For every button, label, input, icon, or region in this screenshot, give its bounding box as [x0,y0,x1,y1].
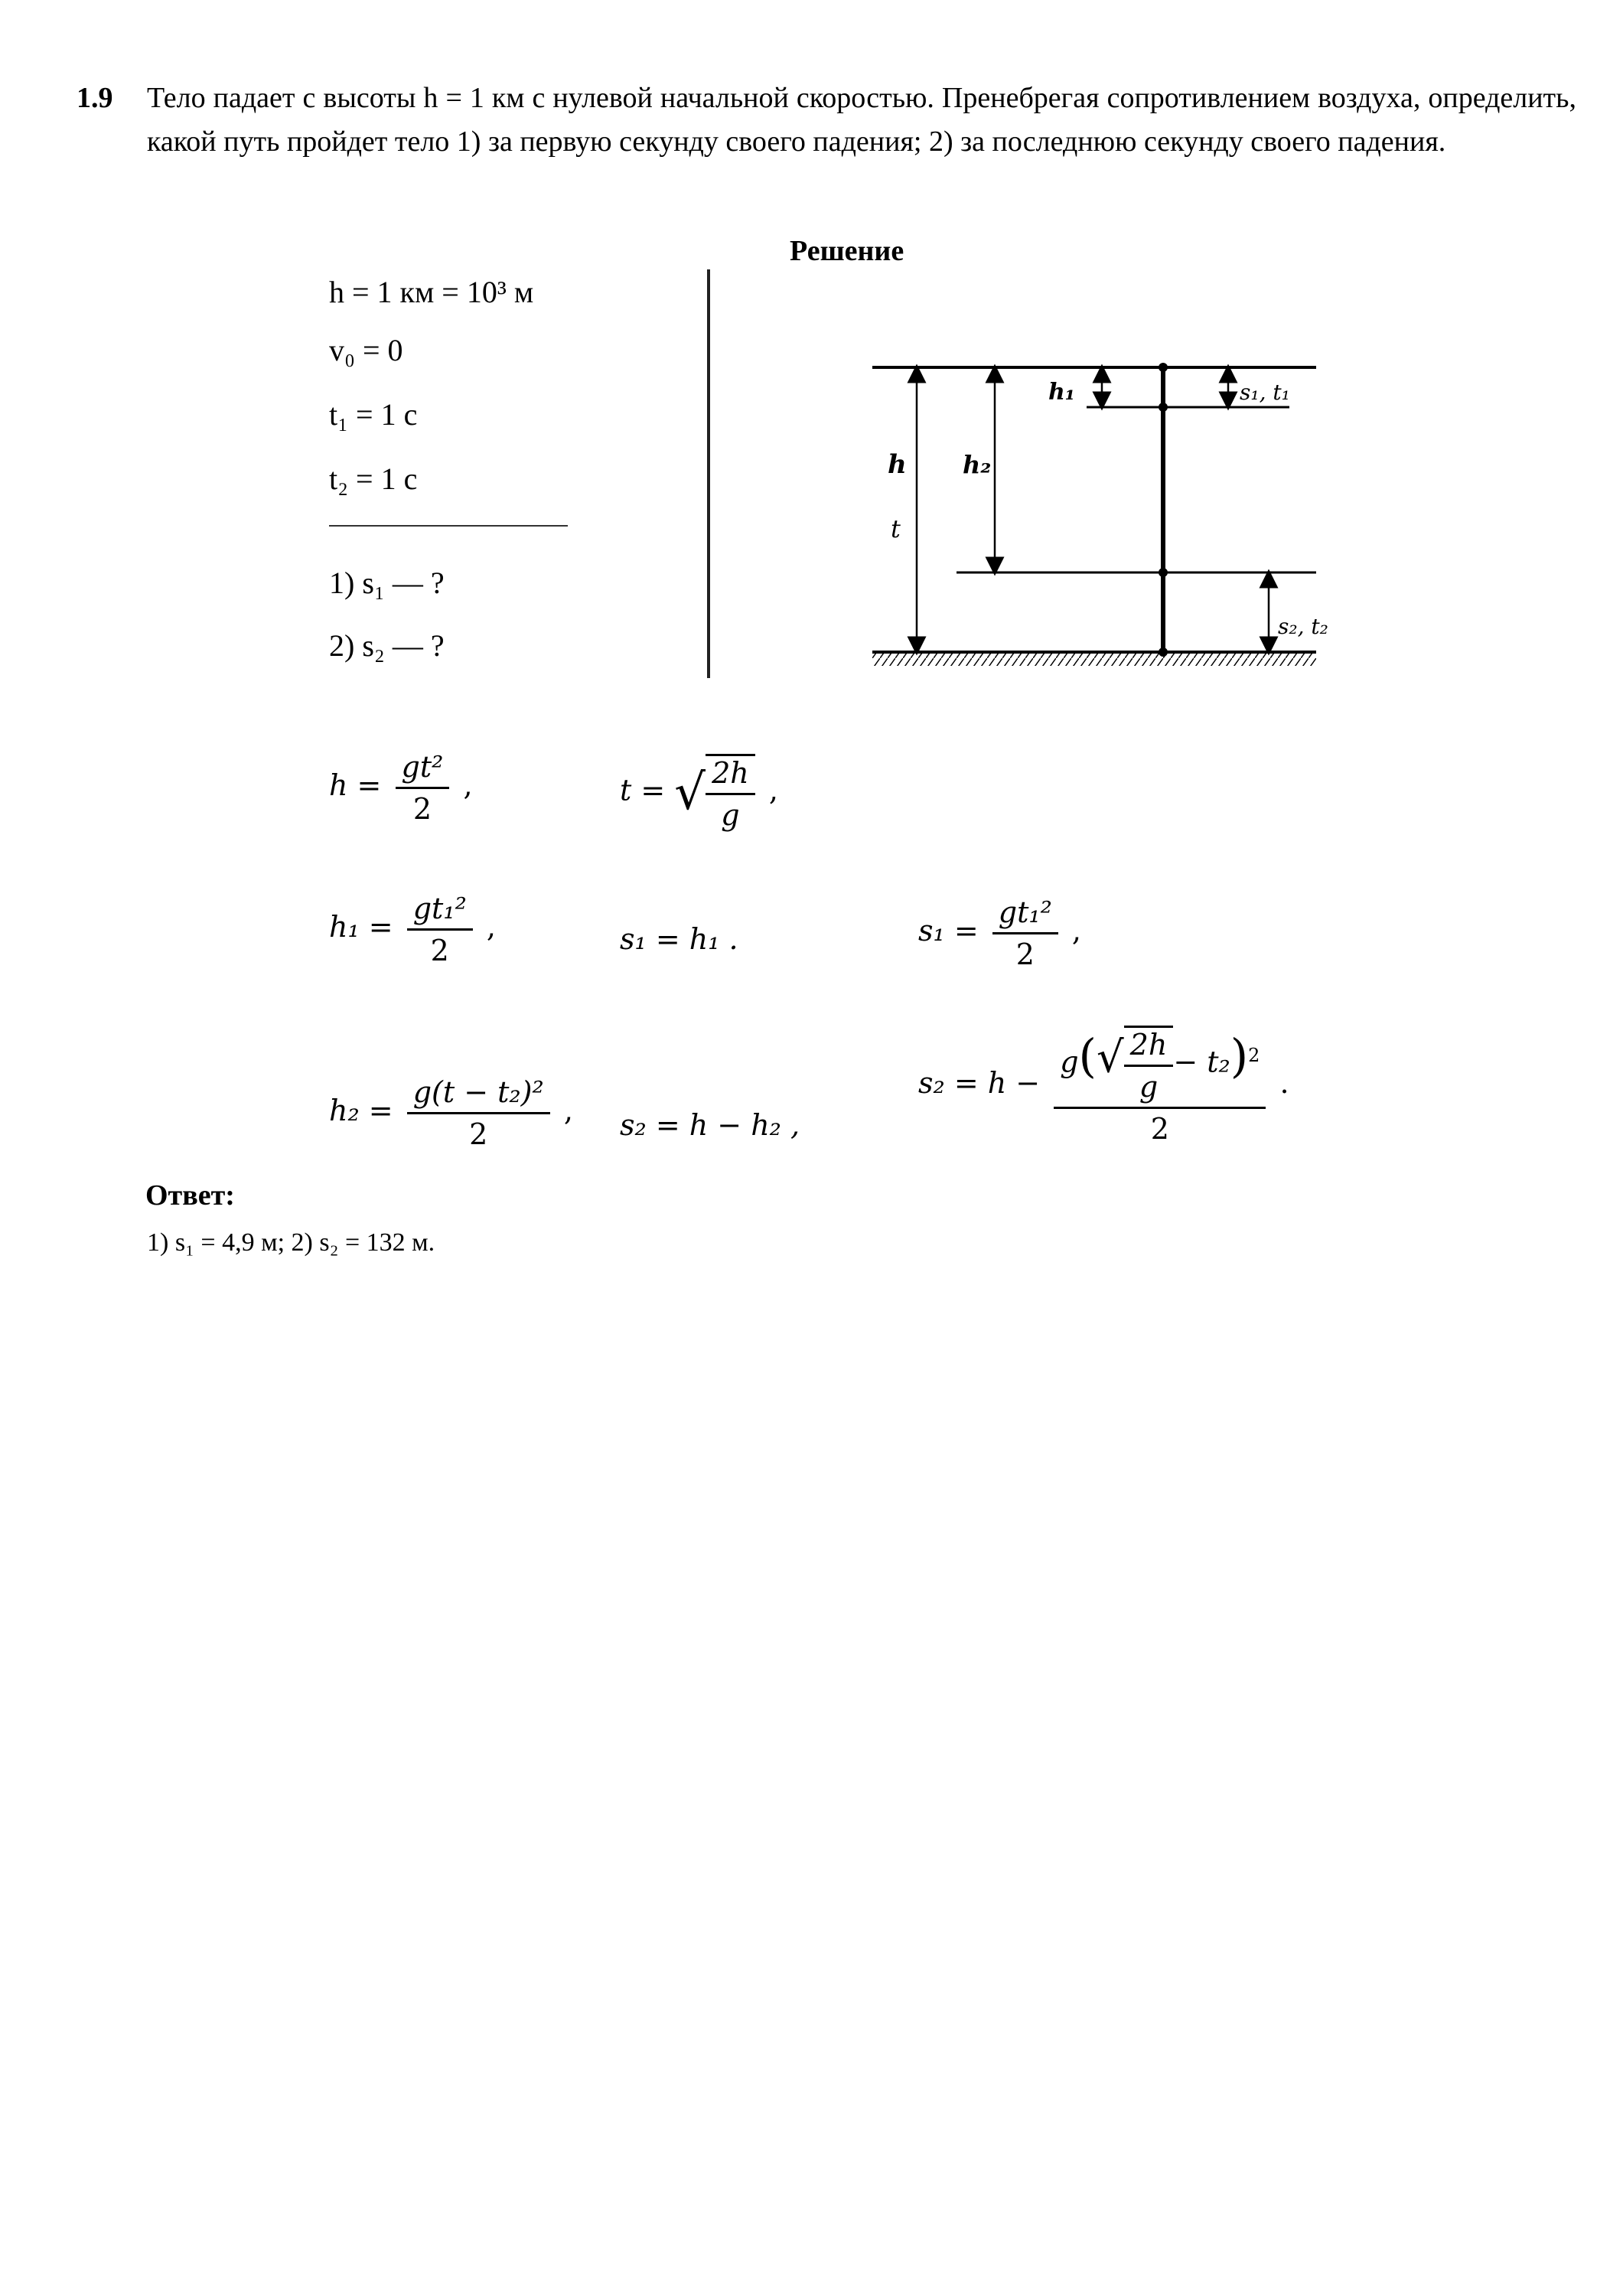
formula-h1: h₁ = $\frac{\text{gt₁²}}{2}$ , [329,892,496,967]
formula-s1: s₁ = $\frac{\text{gt₁²}}{2}$ , [918,895,1081,971]
answer-title: Ответ: [145,1179,235,1212]
label-s1t1: s₁, t₁ [1240,380,1290,405]
problem-number: 1.9 [77,82,113,114]
given-divider [707,269,710,678]
label-s2t2: s₂, t₂ [1278,614,1328,639]
given-line: v₀ = 0 [329,333,403,367]
given-line: h = 1 км = 10³ м [329,275,534,309]
formula-s1-eq-h1: s₁ = h₁ . [620,922,738,956]
formula-h2: h₂ = $\frac{\text{g(t − t₂)²}}{2}$ , [329,1075,573,1151]
given-line: t₁ = 1 с [329,397,418,432]
fall-diagram [857,337,1331,689]
label-h: h [888,449,907,480]
label-h1: h₁ [1048,379,1075,406]
label-t: t [891,514,901,543]
formula-s2-eq: s₂ = h − h₂ , [620,1108,800,1142]
given-line: t₂ = 1 с [329,461,418,496]
given-separator [329,525,568,527]
solution-heading: Решение [790,235,904,267]
label-h2: h₂ [963,450,992,479]
answer-text: 1) s₁ = 4,9 м; 2) s₂ = 132 м. [147,1228,435,1257]
problem-text: Тело падает с высоты h = 1 км с нулевой начальной скоростью. Пренебрегая сопротивлением воздуха, определить, какой путь пройдет тело 1) за первую секунду своего падения; 2) за последнюю секунду своего падения. [147,82,1576,158]
ground-hatch [872,654,1316,666]
formula-t: t = √ $\frac{2h}{g}$ , [620,754,778,832]
unknown-line: 1) s₁ — ? [329,566,445,600]
unknown-line: 2) s₂ — ? [329,628,445,663]
formula-h: h = $\frac{\text{gt²}}{2}$ , [329,750,473,826]
formula-s2: s₂ = h − g(√ $\frac{2h}{g}$ − t₂)$^2$ 2 . [918,1026,1289,1146]
